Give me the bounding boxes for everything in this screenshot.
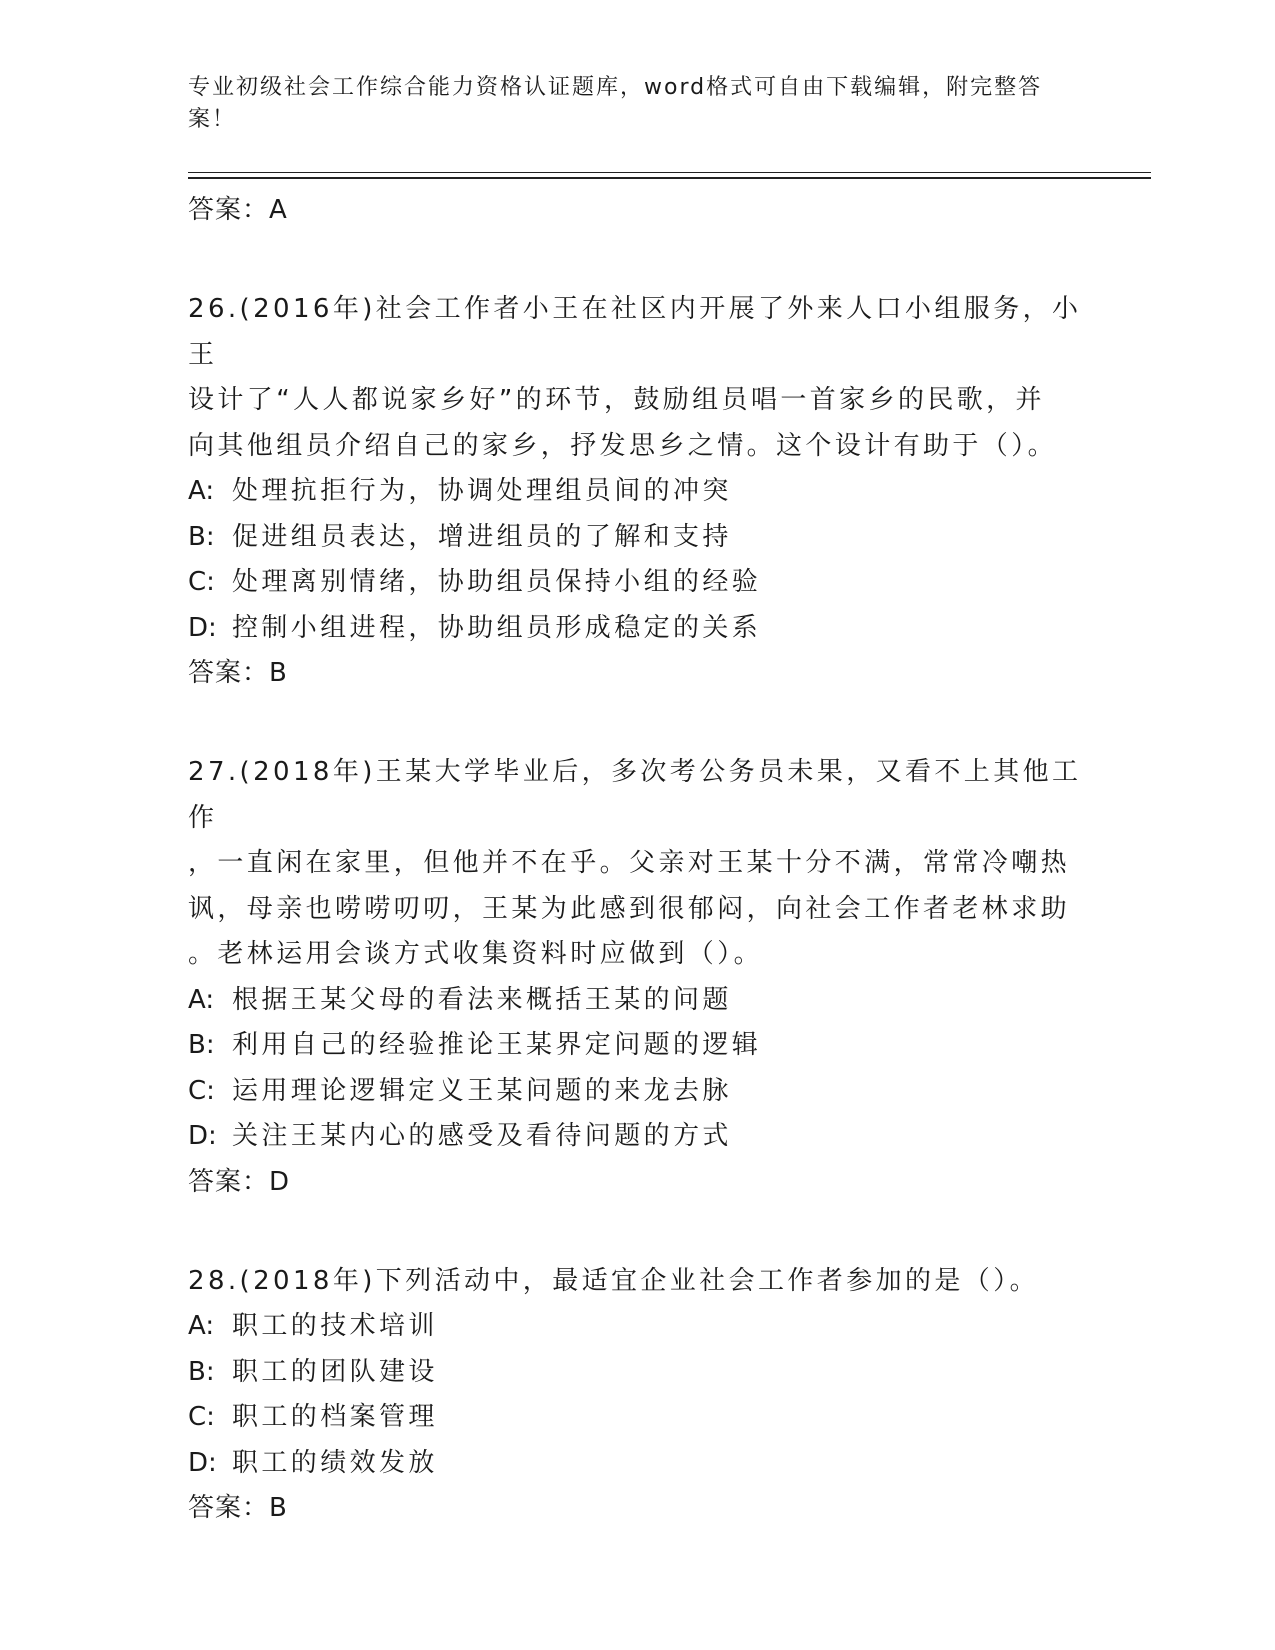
option-c [188,560,1088,606]
option-text: 促进组员表达，增进组员的了解和支持 [232,521,732,552]
question-stem [188,287,1088,469]
question-26 [188,287,1088,696]
option-text: 控制小组进程，协助组员形成稳定的关系 [232,612,762,643]
header-divider-thin [188,172,1151,173]
option-letter: C: [188,567,215,597]
option-letter: B: [188,1356,215,1387]
stem-line: ，一直闲在家里，但他并不在乎。父亲对王某十分不满，常常冷嘲热 [188,848,1071,878]
page-header-note: 专业初级社会工作综合能力资格认证题库，word格式可自由下载编辑，附完整答案！ [188,75,1043,132]
option-a [188,1304,1088,1350]
option-b [188,515,1088,561]
option-text: 职工的团队建设 [232,1356,438,1387]
option-text: 利用自己的经验推论王某界定问题的逻辑 [232,1030,762,1060]
answer-line: 答案：A [188,195,288,225]
option-d [188,1114,1088,1160]
option-c [188,1395,1088,1441]
stem-line: 28.(2018年)下列活动中，最适宜企业社会工作者参加的是（）。 [188,1265,1040,1296]
option-letter: B: [188,521,215,552]
question-28 [188,1259,1088,1532]
option-a [188,978,1088,1024]
option-a [188,469,1088,515]
answer-line: 答案：D [188,1166,291,1197]
header-divider-thick [188,177,1151,179]
option-text: 运用理论逻辑定义王某问题的来龙去脉 [232,1075,732,1106]
option-text: 职工的档案管理 [232,1402,438,1432]
question-stem [188,1259,1088,1305]
document-body [188,188,1088,1531]
option-letter: D: [188,1121,217,1151]
option-c [188,1069,1088,1115]
option-text: 处理离别情绪，协助组员保持小组的经验 [232,567,762,597]
option-letter: B: [188,1030,215,1060]
option-letter: A: [188,984,215,1015]
stem-line: 26.(2016年)社会工作者小王在社区内开展了外来人口小组服务，小王 [188,294,1082,370]
question-27 [188,750,1088,1205]
option-letter: C: [188,1075,215,1106]
option-text: 职工的技术培训 [232,1311,438,1341]
option-d [188,1441,1088,1487]
answer-line: 答案：B [188,658,288,688]
option-text: 职工的绩效发放 [232,1447,438,1478]
option-d [188,606,1088,652]
question-stem [188,750,1088,978]
stem-line: 27.(2018年)王某大学毕业后，多次考公务员未果，又看不上其他工作 [188,757,1082,833]
option-letter: C: [188,1402,215,1432]
option-letter: A: [188,1311,215,1341]
option-text: 根据王某父母的看法来概括王某的问题 [232,984,732,1015]
option-letter: D: [188,612,217,643]
option-text: 关注王某内心的感受及看待问题的方式 [232,1121,732,1151]
answer-line: 答案：B [188,1493,288,1523]
stem-line: 。老林运用会谈方式收集资料时应做到（）。 [188,939,764,969]
option-letter: D: [188,1447,217,1478]
stem-line: 设计了“人人都说家乡好”的环节，鼓励组员唱一首家乡的民歌，并 [188,385,1045,415]
stem-line: 向其他组员介绍自己的家乡，抒发思乡之情。这个设计有助于（）。 [188,430,1058,461]
option-b [188,1023,1088,1069]
stem-line: 讽，母亲也唠唠叨叨，王某为此感到很郁闷，向社会工作者老林求助 [188,893,1071,924]
option-b [188,1350,1088,1396]
option-text: 处理抗拒行为，协调处理组员间的冲突 [232,476,732,506]
option-letter: A: [188,476,215,506]
